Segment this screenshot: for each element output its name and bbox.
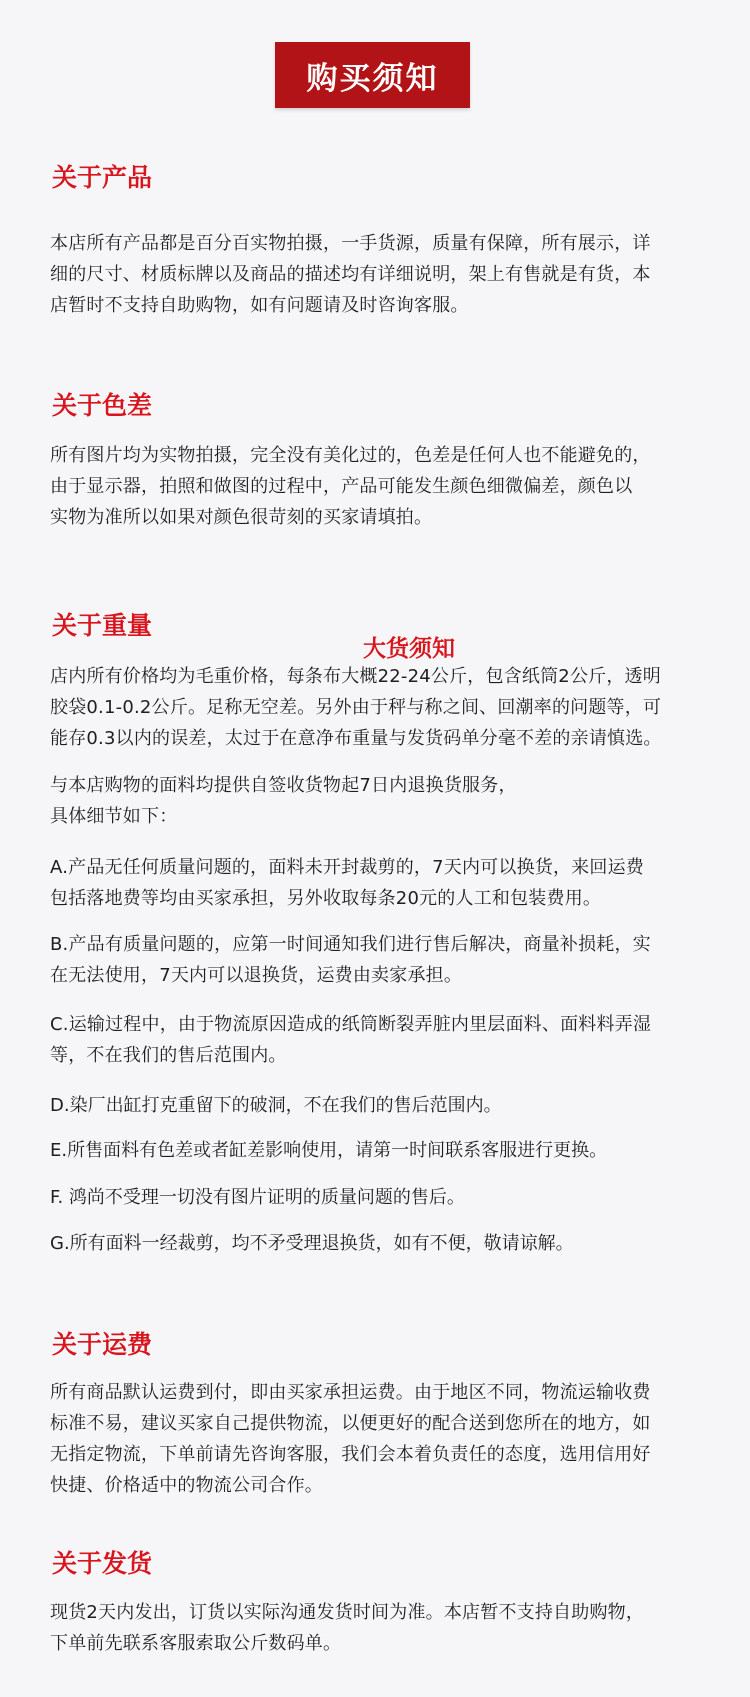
text-line: 包括落地费等均由买家承担，另外收取每条20元的人工和包装费用。 (50, 888, 602, 909)
text-line: 无指定物流，下单前请先咨询客服，我们会本着负责任的态度，选用信用好 (50, 1444, 651, 1465)
text-line: C.运输过程中，由于物流原因造成的纸筒断裂弄脏内里层面料、面料料弄湿 (50, 1014, 652, 1035)
section-text-color (50, 440, 750, 533)
service-text (50, 770, 750, 832)
policy-item-e: E.所售面料有色差或者缸差影响使用，请第一时间联系客服进行更换。 (50, 1140, 608, 1161)
text-line: 下单前先联系客服索取公斤数码单。 (50, 1633, 342, 1654)
section-text-shipping-fee (50, 1377, 750, 1501)
section-heading-shipping-fee: 关于运费 (52, 1330, 153, 1359)
section-heading-weight: 关于重量 (52, 611, 153, 640)
section-heading-product: 关于产品 (52, 163, 153, 192)
text-line: 店暂时不支持自助购物，如有问题请及时咨询客服。 (50, 295, 469, 316)
section-heading-delivery: 关于发货 (52, 1549, 153, 1578)
text-line: 能存0.3以内的误差，太过于在意净布重量与发货码单分毫不差的亲请慎选。 (50, 728, 662, 749)
text-line: 本店所有产品都是百分百实物拍摄，一手货源，质量有保障，所有展示，详 (50, 233, 651, 254)
section-heading-color: 关于色差 (52, 391, 153, 420)
policy-item-b (50, 929, 750, 991)
text-line: 细的尺寸、材质标牌以及商品的描述均有详细说明，架上有售就是有货，本 (50, 264, 651, 285)
text-line: A.产品无任何质量问题的，面料未开封裁剪的，7天内可以换货，来回运费 (50, 857, 644, 878)
policy-item-a (50, 852, 750, 914)
page-title-banner (275, 42, 470, 108)
text-line: 所有商品默认运费到付，即由买家承担运费。由于地区不同，物流运输收费 (50, 1382, 651, 1403)
text-line: 所有图片均为实物拍摄，完全没有美化过的，色差是任何人也不能避免的， (50, 445, 651, 466)
overlay-title-bulk: 大货须知 (363, 636, 455, 662)
text-line: 等，不在我们的售后范围内。 (50, 1045, 287, 1066)
section-text-delivery (50, 1597, 750, 1659)
section-text-product (50, 228, 750, 321)
text-line: 胶袋0.1-0.2公斤。足称无空差。另外由于秤与称之间、回潮率的问题等，可 (50, 697, 662, 718)
text-line: 现货2天内发出，订货以实际沟通发货时间为准。本店暂不支持自助购物， (50, 1602, 645, 1623)
text-line: B.产品有质量问题的，应第一时间通知我们进行售后解决，商量补损耗，实 (50, 934, 651, 955)
text-line: 由于显示器，拍照和做图的过程中，产品可能发生颜色细微偏差，颜色以 (50, 476, 633, 497)
text-line: 在无法使用，7天内可以退换货，运费由卖家承担。 (50, 965, 463, 986)
text-line: 快捷、价格适中的物流公司合作。 (50, 1475, 323, 1496)
section-text-weight (50, 661, 750, 754)
text-line: 标准不易，建议买家自己提供物流，以便更好的配合送到您所在的地方，如 (50, 1413, 651, 1434)
page-title: 购买须知 (306, 60, 439, 97)
policy-item-f: F. 鸿尚不受理一切没有图片证明的质量问题的售后。 (50, 1187, 465, 1208)
text-line: 店内所有价格均为毛重价格，每条布大概22-24公斤，包含纸筒2公斤，透明 (50, 666, 661, 687)
policy-item-c (50, 1009, 750, 1071)
text-line: 与本店购物的面料均提供自签收货物起7日内退换货服务， (50, 775, 517, 796)
text-line: 实物为准所以如果对颜色很苛刻的买家请填拍。 (50, 507, 433, 528)
policy-item-d: D.染厂出缸打克重留下的破洞，不在我们的售后范围内。 (50, 1095, 502, 1116)
policy-item-g: G.所有面料一经裁剪，均不矛受理退换货，如有不便，敬请谅解。 (50, 1233, 574, 1254)
text-line: 具体细节如下： (50, 806, 178, 827)
